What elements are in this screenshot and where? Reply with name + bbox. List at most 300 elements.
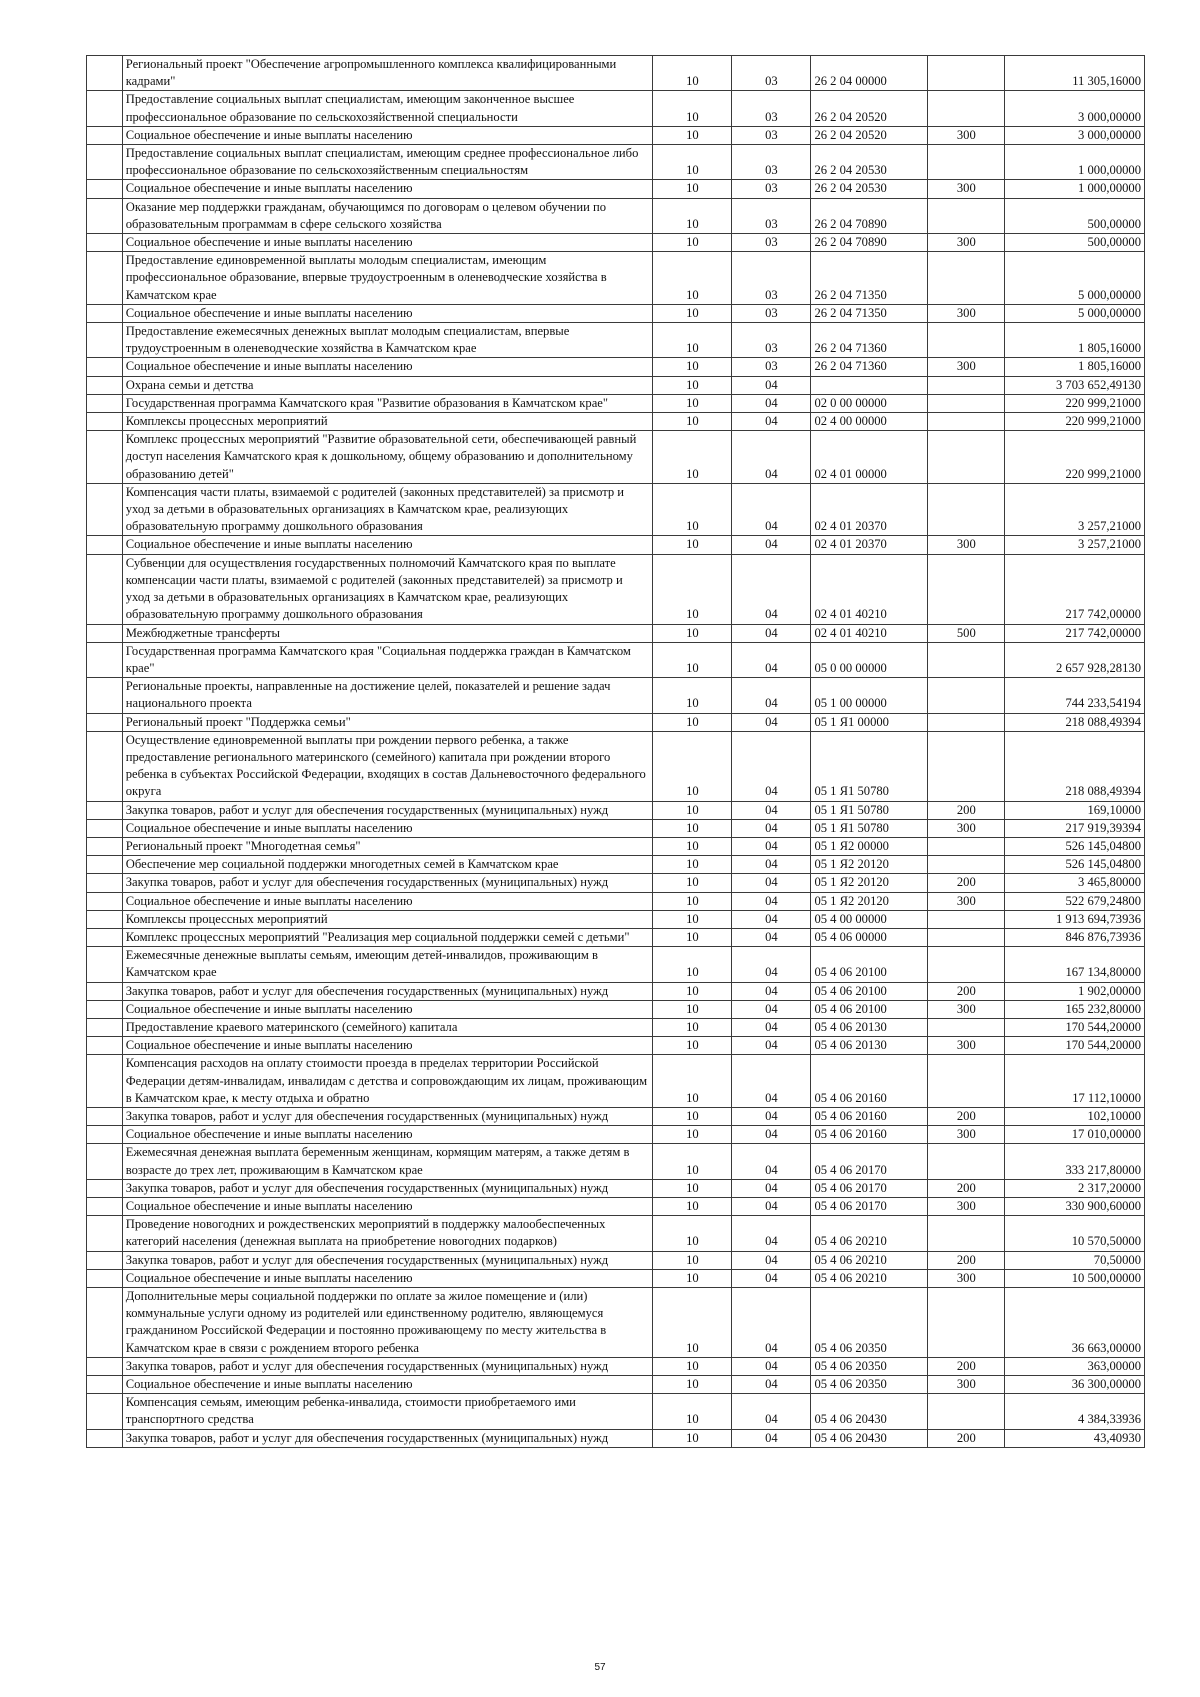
table-row: [87, 180, 1145, 198]
table-row: [87, 892, 1145, 910]
target-article-code: 26 2 04 00000: [811, 56, 928, 91]
subsection-code: 03: [732, 198, 811, 233]
row-indent-cell: [87, 947, 123, 982]
table-row: [87, 1357, 1145, 1375]
budget-table-body: [87, 56, 1145, 1448]
table-row: [87, 910, 1145, 928]
row-indent-cell: [87, 624, 123, 642]
amount: 333 217,80000: [1005, 1144, 1145, 1179]
amount: 3 465,80000: [1005, 874, 1145, 892]
amount: 3 257,21000: [1005, 483, 1145, 536]
subsection-code: 04: [732, 892, 811, 910]
subsection-code: 04: [732, 910, 811, 928]
target-article-code: 26 2 04 20530: [811, 145, 928, 180]
item-name: Социальное обеспечение и иные выплаты населению: [122, 304, 653, 322]
expense-type-code: 300: [928, 892, 1005, 910]
subsection-code: 03: [732, 180, 811, 198]
amount: 3 257,21000: [1005, 536, 1145, 554]
section-code: 10: [653, 1376, 732, 1394]
section-code: 10: [653, 1198, 732, 1216]
row-indent-cell: [87, 1394, 123, 1429]
row-indent-cell: [87, 801, 123, 819]
item-name: Закупка товаров, работ и услуг для обеспечения государственных (муниципальных) нужд: [122, 874, 653, 892]
row-indent-cell: [87, 91, 123, 126]
expense-type-code: [928, 413, 1005, 431]
section-code: 10: [653, 536, 732, 554]
table-row: [87, 234, 1145, 252]
row-indent-cell: [87, 1000, 123, 1018]
target-article-code: 05 4 06 20160: [811, 1055, 928, 1108]
section-code: 10: [653, 1018, 732, 1036]
expense-type-code: [928, 1018, 1005, 1036]
section-code: 10: [653, 1037, 732, 1055]
expense-type-code: [928, 394, 1005, 412]
subsection-code: 04: [732, 1269, 811, 1287]
target-article-code: 05 1 Я2 00000: [811, 837, 928, 855]
table-row: [87, 928, 1145, 946]
target-article-code: 05 4 06 20130: [811, 1018, 928, 1036]
expense-type-code: 300: [928, 819, 1005, 837]
section-code: 10: [653, 56, 732, 91]
target-article-code: [811, 376, 928, 394]
amount: 218 088,49394: [1005, 731, 1145, 801]
row-indent-cell: [87, 413, 123, 431]
section-code: 10: [653, 678, 732, 713]
table-row: [87, 678, 1145, 713]
section-code: 10: [653, 198, 732, 233]
target-article-code: 05 4 06 20210: [811, 1216, 928, 1251]
subsection-code: 04: [732, 642, 811, 677]
section-code: 10: [653, 801, 732, 819]
section-code: 10: [653, 1000, 732, 1018]
subsection-code: 04: [732, 1394, 811, 1429]
expense-type-code: 200: [928, 1429, 1005, 1447]
table-row: [87, 856, 1145, 874]
table-row: [87, 731, 1145, 801]
expense-type-code: 300: [928, 1037, 1005, 1055]
table-row: [87, 91, 1145, 126]
amount: 102,10000: [1005, 1107, 1145, 1125]
row-indent-cell: [87, 1126, 123, 1144]
table-row: [87, 198, 1145, 233]
subsection-code: 03: [732, 91, 811, 126]
amount: 5 000,00000: [1005, 304, 1145, 322]
row-indent-cell: [87, 394, 123, 412]
section-code: 10: [653, 323, 732, 358]
subsection-code: 04: [732, 1216, 811, 1251]
target-article-code: 05 4 00 00000: [811, 910, 928, 928]
target-article-code: 05 4 06 20170: [811, 1144, 928, 1179]
table-row: [87, 1198, 1145, 1216]
subsection-code: 03: [732, 304, 811, 322]
amount: 10 500,00000: [1005, 1269, 1145, 1287]
item-name: Охрана семьи и детства: [122, 376, 653, 394]
table-row: [87, 145, 1145, 180]
row-indent-cell: [87, 323, 123, 358]
row-indent-cell: [87, 1357, 123, 1375]
row-indent-cell: [87, 874, 123, 892]
table-row: [87, 252, 1145, 305]
amount: 17 112,10000: [1005, 1055, 1145, 1108]
table-row: [87, 358, 1145, 376]
section-code: 10: [653, 910, 732, 928]
subsection-code: 04: [732, 1198, 811, 1216]
item-name: Государственная программа Камчатского края "Социальная поддержка граждан в Камчатском крае": [122, 642, 653, 677]
item-name: Государственная программа Камчатского края "Развитие образования в Камчатском крае": [122, 394, 653, 412]
section-code: 10: [653, 1179, 732, 1197]
subsection-code: 04: [732, 1429, 811, 1447]
table-row: [87, 1055, 1145, 1108]
expense-type-code: 200: [928, 1107, 1005, 1125]
section-code: 10: [653, 1107, 732, 1125]
expense-type-code: [928, 731, 1005, 801]
target-article-code: 05 1 Я2 20120: [811, 874, 928, 892]
item-name: Ежемесячная денежная выплата беременным женщинам, кормящим матерям, а также детям в возрасте до трех лет, проживающим в Камчатском крае: [122, 1144, 653, 1179]
section-code: 10: [653, 1357, 732, 1375]
target-article-code: 05 4 06 20100: [811, 982, 928, 1000]
row-indent-cell: [87, 376, 123, 394]
amount: 363,00000: [1005, 1357, 1145, 1375]
expense-type-code: [928, 928, 1005, 946]
row-indent-cell: [87, 304, 123, 322]
row-indent-cell: [87, 1429, 123, 1447]
row-indent-cell: [87, 1251, 123, 1269]
expense-type-code: [928, 1144, 1005, 1179]
target-article-code: 05 1 00 00000: [811, 678, 928, 713]
expense-type-code: 200: [928, 801, 1005, 819]
item-name: Закупка товаров, работ и услуг для обеспечения государственных (муниципальных) нужд: [122, 1251, 653, 1269]
table-row: [87, 1018, 1145, 1036]
amount: 36 663,00000: [1005, 1288, 1145, 1358]
subsection-code: 04: [732, 1357, 811, 1375]
row-indent-cell: [87, 252, 123, 305]
expense-type-code: [928, 483, 1005, 536]
subsection-code: 04: [732, 928, 811, 946]
target-article-code: 05 4 06 20350: [811, 1357, 928, 1375]
target-article-code: 26 2 04 70890: [811, 234, 928, 252]
amount: 3 000,00000: [1005, 126, 1145, 144]
subsection-code: 04: [732, 1251, 811, 1269]
section-code: 10: [653, 145, 732, 180]
expense-type-code: 300: [928, 358, 1005, 376]
expense-type-code: 300: [928, 180, 1005, 198]
item-name: Предоставление ежемесячных денежных выплат молодым специалистам, впервые трудоустроенным в оленеводческие хозяйства в Камчатском крае: [122, 323, 653, 358]
section-code: 10: [653, 1216, 732, 1251]
section-code: 10: [653, 1251, 732, 1269]
section-code: 10: [653, 358, 732, 376]
target-article-code: 02 4 01 00000: [811, 431, 928, 484]
section-code: 10: [653, 713, 732, 731]
target-article-code: 26 2 04 70890: [811, 198, 928, 233]
table-row: [87, 56, 1145, 91]
table-row: [87, 394, 1145, 412]
amount: 43,40930: [1005, 1429, 1145, 1447]
subsection-code: 04: [732, 1037, 811, 1055]
expense-type-code: 200: [928, 1357, 1005, 1375]
expense-type-code: 300: [928, 234, 1005, 252]
section-code: 10: [653, 126, 732, 144]
item-name: Предоставление краевого материнского (семейного) капитала: [122, 1018, 653, 1036]
target-article-code: 05 4 06 20210: [811, 1251, 928, 1269]
section-code: 10: [653, 892, 732, 910]
row-indent-cell: [87, 910, 123, 928]
amount: 217 919,39394: [1005, 819, 1145, 837]
amount: 217 742,00000: [1005, 554, 1145, 624]
amount: 526 145,04800: [1005, 837, 1145, 855]
target-article-code: 02 0 00 00000: [811, 394, 928, 412]
item-name: Компенсация части платы, взимаемой с родителей (законных представителей) за присмотр и уход за детьми в образовательных организациях в Камчатском крае, реализующих образовательную программу дошкольного образования: [122, 483, 653, 536]
subsection-code: 03: [732, 252, 811, 305]
section-code: 10: [653, 91, 732, 126]
section-code: 10: [653, 483, 732, 536]
subsection-code: 04: [732, 731, 811, 801]
target-article-code: 05 4 06 20210: [811, 1269, 928, 1287]
target-article-code: 05 4 06 20100: [811, 947, 928, 982]
table-row: [87, 431, 1145, 484]
subsection-code: 04: [732, 554, 811, 624]
item-name: Социальное обеспечение и иные выплаты населению: [122, 180, 653, 198]
row-indent-cell: [87, 1216, 123, 1251]
expense-type-code: [928, 376, 1005, 394]
item-name: Социальное обеспечение и иные выплаты населению: [122, 819, 653, 837]
subsection-code: 04: [732, 1018, 811, 1036]
item-name: Оказание мер поддержки гражданам, обучающимся по договорам о целевом обучении по образовательным программам в сфере сельского хозяйства: [122, 198, 653, 233]
amount: 522 679,24800: [1005, 892, 1145, 910]
row-indent-cell: [87, 1179, 123, 1197]
row-indent-cell: [87, 126, 123, 144]
row-indent-cell: [87, 713, 123, 731]
subsection-code: 04: [732, 801, 811, 819]
row-indent-cell: [87, 1107, 123, 1125]
row-indent-cell: [87, 819, 123, 837]
target-article-code: 02 4 01 40210: [811, 624, 928, 642]
item-name: Социальное обеспечение и иные выплаты населению: [122, 358, 653, 376]
row-indent-cell: [87, 837, 123, 855]
row-indent-cell: [87, 731, 123, 801]
target-article-code: 26 2 04 71360: [811, 323, 928, 358]
target-article-code: 05 1 Я2 20120: [811, 892, 928, 910]
section-code: 10: [653, 731, 732, 801]
section-code: 10: [653, 1394, 732, 1429]
row-indent-cell: [87, 1055, 123, 1108]
amount: 70,50000: [1005, 1251, 1145, 1269]
target-article-code: 05 0 00 00000: [811, 642, 928, 677]
target-article-code: 02 4 01 40210: [811, 554, 928, 624]
expense-type-code: [928, 678, 1005, 713]
section-code: 10: [653, 947, 732, 982]
subsection-code: 03: [732, 56, 811, 91]
expense-type-code: 300: [928, 1126, 1005, 1144]
item-name: Региональные проекты, направленные на достижение целей, показателей и решение задач национального проекта: [122, 678, 653, 713]
amount: 5 000,00000: [1005, 252, 1145, 305]
target-article-code: 02 4 00 00000: [811, 413, 928, 431]
section-code: 10: [653, 1144, 732, 1179]
amount: 10 570,50000: [1005, 1216, 1145, 1251]
expense-type-code: [928, 713, 1005, 731]
item-name: Закупка товаров, работ и услуг для обеспечения государственных (муниципальных) нужд: [122, 801, 653, 819]
table-row: [87, 1251, 1145, 1269]
amount: 500,00000: [1005, 198, 1145, 233]
table-row: [87, 304, 1145, 322]
expense-type-code: 300: [928, 1376, 1005, 1394]
table-row: [87, 413, 1145, 431]
table-row: [87, 483, 1145, 536]
amount: 1 902,00000: [1005, 982, 1145, 1000]
item-name: Социальное обеспечение и иные выплаты населению: [122, 892, 653, 910]
item-name: Ежемесячные денежные выплаты семьям, имеющим детей-инвалидов, проживающим в Камчатском крае: [122, 947, 653, 982]
table-row: [87, 376, 1145, 394]
amount: 2 657 928,28130: [1005, 642, 1145, 677]
amount: 3 000,00000: [1005, 91, 1145, 126]
item-name: Социальное обеспечение и иные выплаты населению: [122, 1376, 653, 1394]
row-indent-cell: [87, 56, 123, 91]
section-code: 10: [653, 394, 732, 412]
subsection-code: 04: [732, 1055, 811, 1108]
expense-type-code: 300: [928, 126, 1005, 144]
expense-type-code: [928, 323, 1005, 358]
row-indent-cell: [87, 1144, 123, 1179]
subsection-code: 04: [732, 874, 811, 892]
row-indent-cell: [87, 1269, 123, 1287]
subsection-code: 04: [732, 819, 811, 837]
section-code: 10: [653, 1269, 732, 1287]
section-code: 10: [653, 376, 732, 394]
amount: 218 088,49394: [1005, 713, 1145, 731]
item-name: Комплексы процессных мероприятий: [122, 910, 653, 928]
subsection-code: 04: [732, 394, 811, 412]
amount: 526 145,04800: [1005, 856, 1145, 874]
table-row: [87, 536, 1145, 554]
amount: 500,00000: [1005, 234, 1145, 252]
item-name: Компенсация семьям, имеющим ребенка-инвалида, стоимости приобретаемого ими транспортного средства: [122, 1394, 653, 1429]
target-article-code: 26 2 04 20520: [811, 91, 928, 126]
amount: 744 233,54194: [1005, 678, 1145, 713]
table-row: [87, 874, 1145, 892]
target-article-code: 05 4 06 20170: [811, 1179, 928, 1197]
target-article-code: 05 4 06 20430: [811, 1429, 928, 1447]
target-article-code: 26 2 04 71350: [811, 304, 928, 322]
item-name: Региональный проект "Поддержка семьи": [122, 713, 653, 731]
amount: 2 317,20000: [1005, 1179, 1145, 1197]
amount: 11 305,16000: [1005, 56, 1145, 91]
target-article-code: 05 4 06 20130: [811, 1037, 928, 1055]
item-name: Социальное обеспечение и иные выплаты населению: [122, 1000, 653, 1018]
expense-type-code: [928, 198, 1005, 233]
target-article-code: 05 1 Я1 50780: [811, 801, 928, 819]
table-row: [87, 947, 1145, 982]
amount: 1 913 694,73936: [1005, 910, 1145, 928]
amount: 1 000,00000: [1005, 145, 1145, 180]
table-row: [87, 1126, 1145, 1144]
section-code: 10: [653, 431, 732, 484]
target-article-code: 26 2 04 71360: [811, 358, 928, 376]
subsection-code: 04: [732, 1000, 811, 1018]
subsection-code: 04: [732, 536, 811, 554]
section-code: 10: [653, 413, 732, 431]
expense-type-code: 200: [928, 1251, 1005, 1269]
expense-type-code: [928, 91, 1005, 126]
section-code: 10: [653, 819, 732, 837]
subsection-code: 04: [732, 624, 811, 642]
expense-type-code: [928, 856, 1005, 874]
amount: 330 900,60000: [1005, 1198, 1145, 1216]
section-code: 10: [653, 642, 732, 677]
row-indent-cell: [87, 1018, 123, 1036]
section-code: 10: [653, 874, 732, 892]
item-name: Предоставление единовременной выплаты молодым специалистам, имеющим профессиональное образование, впервые трудоустроенным в оленеводческие хозяйства в Камчатском крае: [122, 252, 653, 305]
subsection-code: 03: [732, 126, 811, 144]
item-name: Закупка товаров, работ и услуг для обеспечения государственных (муниципальных) нужд: [122, 1179, 653, 1197]
amount: 1 805,16000: [1005, 323, 1145, 358]
item-name: Социальное обеспечение и иные выплаты населению: [122, 536, 653, 554]
item-name: Обеспечение мер социальной поддержки многодетных семей в Камчатском крае: [122, 856, 653, 874]
table-row: [87, 642, 1145, 677]
section-code: 10: [653, 554, 732, 624]
expense-type-code: [928, 1216, 1005, 1251]
row-indent-cell: [87, 431, 123, 484]
subsection-code: 04: [732, 431, 811, 484]
expense-type-code: 300: [928, 304, 1005, 322]
amount: 36 300,00000: [1005, 1376, 1145, 1394]
row-indent-cell: [87, 1037, 123, 1055]
subsection-code: 04: [732, 982, 811, 1000]
item-name: Комплекс процессных мероприятий "Развитие образовательной сети, обеспечивающей равный доступ населения Камчатского края к дошкольному, общему образованию и дополнительному образованию детей": [122, 431, 653, 484]
expense-type-code: 500: [928, 624, 1005, 642]
expense-type-code: 200: [928, 982, 1005, 1000]
amount: 3 703 652,49130: [1005, 376, 1145, 394]
expense-type-code: [928, 947, 1005, 982]
table-row: [87, 554, 1145, 624]
row-indent-cell: [87, 1198, 123, 1216]
subsection-code: 04: [732, 1179, 811, 1197]
amount: 220 999,21000: [1005, 431, 1145, 484]
table-row: [87, 1107, 1145, 1125]
amount: 1 000,00000: [1005, 180, 1145, 198]
target-article-code: 02 4 01 20370: [811, 536, 928, 554]
amount: 17 010,00000: [1005, 1126, 1145, 1144]
amount: 165 232,80000: [1005, 1000, 1145, 1018]
budget-table: [86, 55, 1145, 1448]
table-row: [87, 1288, 1145, 1358]
subsection-code: 04: [732, 713, 811, 731]
subsection-code: 03: [732, 323, 811, 358]
table-row: [87, 1394, 1145, 1429]
target-article-code: 26 2 04 71350: [811, 252, 928, 305]
row-indent-cell: [87, 642, 123, 677]
item-name: Комплексы процессных мероприятий: [122, 413, 653, 431]
row-indent-cell: [87, 234, 123, 252]
subsection-code: 04: [732, 1107, 811, 1125]
subsection-code: 03: [732, 234, 811, 252]
target-article-code: 02 4 01 20370: [811, 483, 928, 536]
item-name: Региональный проект "Многодетная семья": [122, 837, 653, 855]
amount: 170 544,20000: [1005, 1037, 1145, 1055]
amount: 220 999,21000: [1005, 413, 1145, 431]
item-name: Осуществление единовременной выплаты при рождении первого ребенка, а также предоставление регионального материнского (семейного) капитала при рождении второго ребенка в субъектах Российской Федерации, входящих в состав Дальневосточного федерального округа: [122, 731, 653, 801]
target-article-code: 05 1 Я2 20120: [811, 856, 928, 874]
table-row: [87, 126, 1145, 144]
row-indent-cell: [87, 358, 123, 376]
expense-type-code: [928, 554, 1005, 624]
table-row: [87, 1144, 1145, 1179]
subsection-code: 04: [732, 947, 811, 982]
item-name: Закупка товаров, работ и услуг для обеспечения государственных (муниципальных) нужд: [122, 1357, 653, 1375]
amount: 1 805,16000: [1005, 358, 1145, 376]
table-row: [87, 1037, 1145, 1055]
expense-type-code: [928, 642, 1005, 677]
amount: 846 876,73936: [1005, 928, 1145, 946]
section-code: 10: [653, 624, 732, 642]
